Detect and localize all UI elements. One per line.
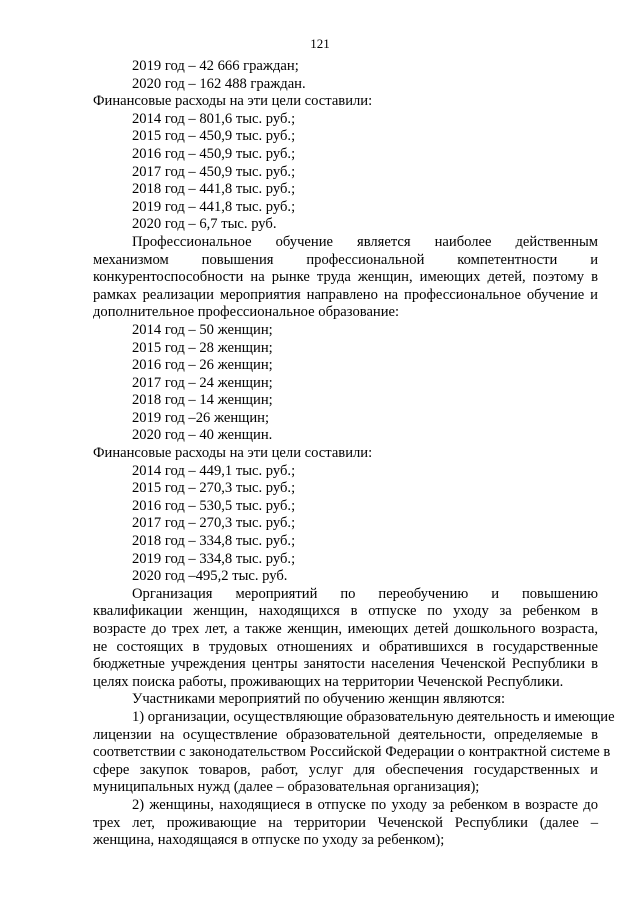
text-line: 2020 год – 6,7 тыс. руб. — [132, 216, 277, 233]
text-line: лицензии на осуществление образовательной деятельности, определяемые в — [93, 726, 598, 743]
text-line: бюджетные учреждения центры занятости населения Чеченской Республики в — [93, 656, 598, 673]
text-line: 2019 год –26 женщин; — [132, 409, 270, 426]
text-line: Финансовые расходы на эти цели составили: — [93, 93, 373, 110]
text-line: 2018 год – 14 женщин; — [132, 392, 273, 409]
text-line: 2014 год – 449,1 тыс. руб.; — [132, 462, 296, 479]
document-body — [93, 58, 615, 850]
text-line: возрасте до трех лет, а также женщин, имеющих детей дошкольного возраста, — [93, 621, 598, 637]
text-line: 2019 год – 441,8 тыс. руб.; — [132, 198, 296, 215]
text-line: 1) организации, осуществляющие образовательную деятельность и имеющие — [132, 708, 615, 725]
text-line: 2016 год – 450,9 тыс. руб.; — [132, 145, 296, 162]
text-line: 2017 год – 270,3 тыс. руб.; — [132, 515, 296, 532]
text-line: дополнительное профессиональное образование: — [93, 304, 400, 321]
text-line: 2015 год – 270,3 тыс. руб.; — [132, 480, 296, 497]
text-line: 2018 год – 334,8 тыс. руб.; — [132, 533, 296, 550]
text-line: 2015 год – 28 женщин; — [132, 339, 273, 356]
text-line: конкурентоспособности на рынке труда женщин, имеющих детей, поэтому в — [93, 269, 598, 286]
text-line: Финансовые расходы на эти цели составили: — [93, 445, 373, 462]
text-line: женщина, находящаяся в отпуске по уходу за ребенком); — [93, 832, 445, 849]
text-line: 2018 год – 441,8 тыс. руб.; — [132, 181, 296, 198]
text-line: муниципальных нужд (далее – образовательная организация); — [93, 779, 480, 796]
text-line: 2015 год – 450,9 тыс. руб.; — [132, 128, 296, 145]
text-line: 2020 год – 40 женщин. — [132, 427, 273, 444]
text-line: 2014 год – 801,6 тыс. руб.; — [132, 110, 296, 127]
text-line: целях поиска работы, проживающих на территории Чеченской Республики. — [93, 673, 564, 690]
text-line: Участниками мероприятий по обучению женщин являются: — [132, 691, 506, 708]
text-line: Профессиональное обучение является наиболее действенным — [132, 233, 598, 250]
text-line: 2017 год – 24 женщин; — [132, 374, 273, 391]
text-line: рамках реализации мероприятия направлено на профессиональное обучение и — [93, 286, 598, 303]
text-line: механизмом повышения профессиональной компетентности и — [93, 251, 598, 268]
text-line: трех лет, проживающие на территории Чеченской Республики (далее – — [93, 814, 598, 831]
text-line: 2020 год – 162 488 граждан. — [132, 75, 306, 92]
text-line: квалификации женщин, находящихся в отпуске по уходу за ребенком в — [93, 603, 598, 620]
text-line: 2) женщины, находящиеся в отпуске по уходу за ребенком в возрасте до — [132, 796, 598, 813]
page-number: 121 — [310, 36, 330, 51]
text-line: 2020 год –495,2 тыс. руб. — [132, 568, 288, 585]
text-line: сфере закупок товаров, работ, услуг для обеспечения государственных и — [93, 761, 598, 778]
text-line: 2016 год – 530,5 тыс. руб.; — [132, 497, 296, 514]
text-line: 2019 год – 334,8 тыс. руб.; — [132, 550, 296, 567]
text-line: 2019 год – 42 666 граждан; — [132, 58, 299, 74]
text-line: не состоящих в трудовых отношениях и обратившихся в государственные — [93, 638, 598, 655]
text-line: Организация мероприятий по переобучению и повышению — [132, 585, 598, 602]
text-line: соответствии с законодательством Российской Федерации о контрактной системе в — [93, 744, 611, 761]
text-line: 2014 год – 50 женщин; — [132, 321, 273, 338]
text-line: 2016 год – 26 женщин; — [132, 357, 273, 374]
text-line: 2017 год – 450,9 тыс. руб.; — [132, 163, 296, 180]
